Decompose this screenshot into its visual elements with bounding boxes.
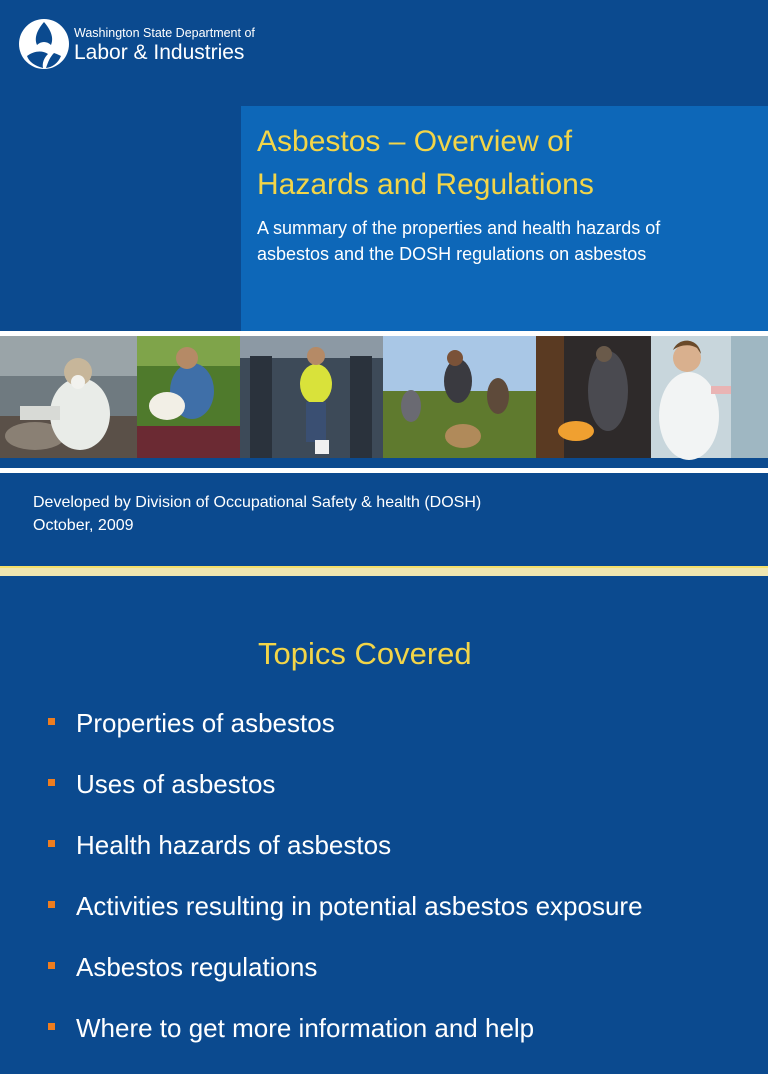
credit-developer-text: Developed by Division of Occupational Safety & health (DOSH) (33, 494, 482, 511)
field-workers-photo (383, 336, 536, 458)
square-bullet-icon (48, 840, 55, 847)
title-panel (241, 106, 768, 331)
logo-department-text: Washington State Department of (74, 26, 255, 40)
credit-block (33, 491, 481, 537)
topic-text: Asbestos regulations (76, 952, 318, 982)
topic-text: Activities resulting in potential asbestos exposure (76, 891, 643, 921)
topic-text: Uses of asbestos (76, 769, 276, 799)
slide-subtitle (257, 215, 762, 267)
square-bullet-icon (48, 962, 55, 969)
lni-logo-icon (18, 18, 70, 70)
topic-text: Properties of asbestos (76, 708, 335, 738)
agency-logo (18, 18, 255, 74)
topics-slide (0, 576, 768, 1043)
worker-in-protective-suit-photo (0, 336, 137, 458)
worker-in-safety-vest-photo (240, 336, 383, 458)
farm-worker-with-basket-photo (137, 336, 240, 458)
slide-subtitle-line: asbestos and the DOSH regulations on asbestos (257, 244, 647, 264)
topic-text: Where to get more information and help (76, 1013, 535, 1043)
square-bullet-icon (48, 718, 55, 725)
slide-subtitle-line: A summary of the properties and health hazards of (257, 218, 661, 238)
slide-title (257, 120, 757, 206)
lab-worker-photo (651, 336, 768, 458)
photo-collage (0, 331, 768, 473)
square-bullet-icon (48, 1023, 55, 1030)
square-bullet-icon (48, 779, 55, 786)
credit-date-text: October, 2009 (33, 517, 134, 534)
slide-title-line: Hazards and Regulations (257, 168, 594, 201)
logo-agency-name: Labor & Industries (74, 41, 245, 64)
topics-title: Topics Covered (258, 636, 472, 671)
square-bullet-icon (48, 901, 55, 908)
slide-divider (0, 566, 768, 576)
slide-title-line: Asbestos – Overview of (257, 125, 573, 158)
topic-text: Health hazards of asbestos (76, 830, 392, 860)
foundry-worker-photo (536, 336, 651, 458)
